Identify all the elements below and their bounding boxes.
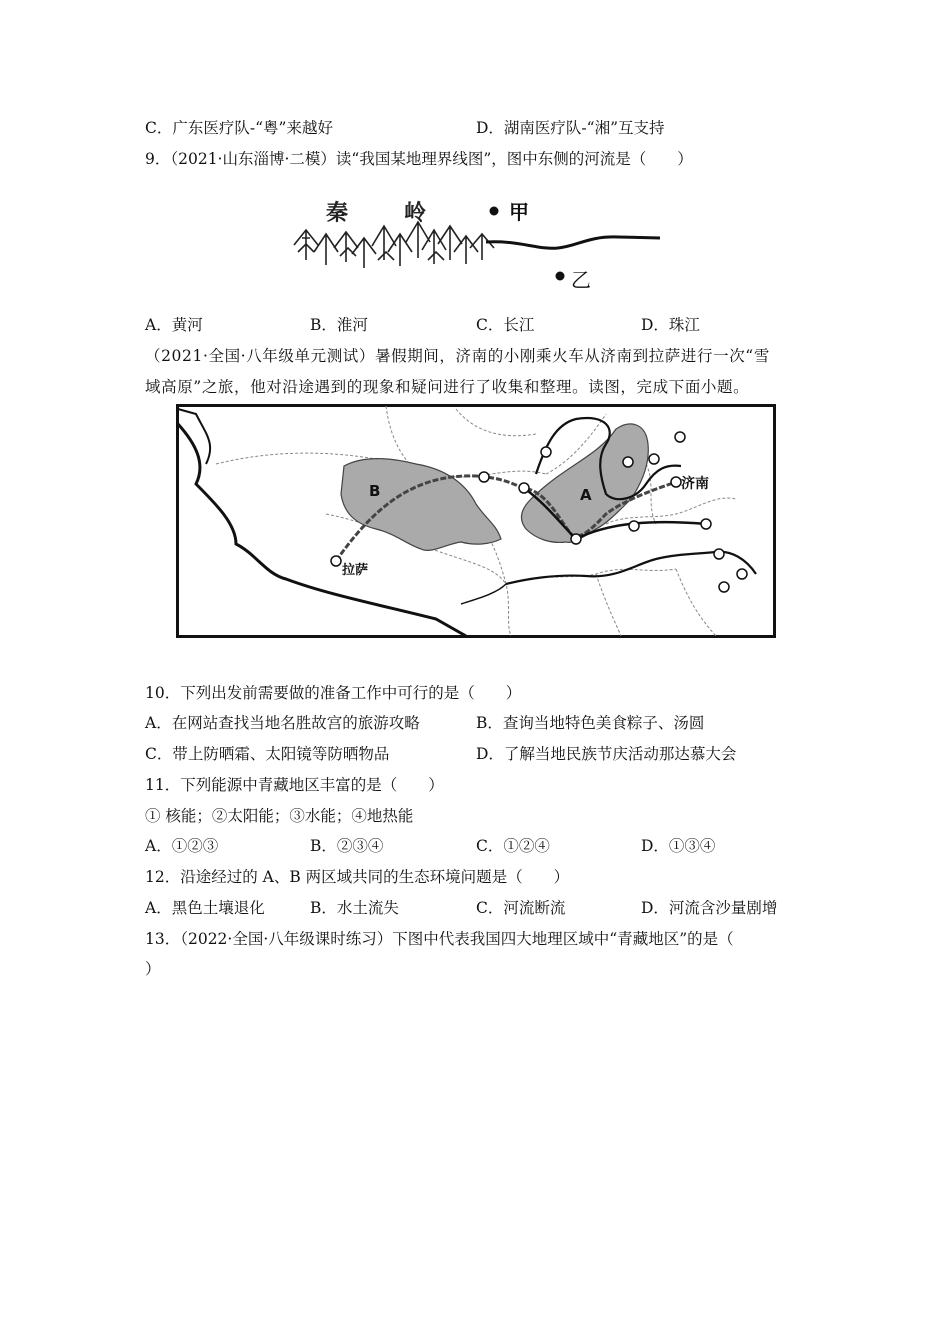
qinling-boundary-figure <box>288 190 668 295</box>
q9-option-b: B．淮河 <box>310 316 368 334</box>
region-a-label: A <box>580 486 592 504</box>
qinling-label-ling: 岭 <box>404 201 427 226</box>
q8-option-d: D．湖南医疗队-“湘”互支持 <box>476 119 665 137</box>
q9-stem: 9．（2021·山东淄博·二模）读“我国某地理界线图”，图中东侧的河流是（ ） <box>145 150 693 168</box>
q11-option-b: B．②③④ <box>310 837 384 855</box>
q11-option-a: A．①②③ <box>145 837 219 855</box>
group-intro-line-2: 域高原”之旅，他对沿途遇到的现象和疑问进行了收集和整理。读图，完成下面小题。 <box>145 378 750 396</box>
mountain-range-icon <box>294 222 494 268</box>
q12-option-d: D．河流含沙量剧增 <box>641 899 778 917</box>
q12-stem: 12．沿途经过的 A、B 两区域共同的生态环境问题是（ ） <box>145 868 570 886</box>
q11-option-d: D．①③④ <box>641 837 716 855</box>
q8-option-c: C．广东医疗队-“粤”来越好 <box>145 119 333 137</box>
q11-statements: ① 核能；②太阳能；③水能；④地热能 <box>145 807 414 825</box>
point-jia-marker <box>490 207 499 216</box>
q10-option-b: B．查询当地特色美食粽子、汤圆 <box>476 714 705 732</box>
boundary-river-line <box>486 237 660 248</box>
point-jia-label: 甲 <box>509 200 529 224</box>
q10-option-c: C．带上防晒霜、太阳镜等防晒物品 <box>145 745 390 763</box>
q9-option-d: D．珠江 <box>641 316 700 334</box>
q12-option-b: B．水土流失 <box>310 899 399 917</box>
q10-stem: 10．下列出发前需要做的准备工作中可行的是（ ） <box>145 684 522 702</box>
city-lhasa-label: 拉萨 <box>342 563 369 578</box>
q10-option-a: A．在网站查找当地名胜故宫的旅游攻略 <box>145 714 420 732</box>
group-intro-line-1: （2021·全国·八年级单元测试）暑假期间，济南的小刚乘火车从济南到拉萨进行一次“雪 <box>145 347 770 365</box>
q13-stem-line-2: ） <box>145 960 161 978</box>
region-b-label: B <box>369 482 381 500</box>
q9-option-a: A．黄河 <box>145 316 203 334</box>
point-yi-marker <box>556 272 565 281</box>
q11-option-c: C．①②④ <box>476 837 550 855</box>
q13-stem-line-1: 13．（2022·全国·八年级课时练习）下图中代表我国四大地理区域中“青藏地区”的是（ <box>145 930 734 948</box>
point-yi-label: 乙 <box>571 268 591 292</box>
q11-stem: 11．下列能源中青藏地区丰富的是（ ） <box>145 776 444 794</box>
jinan-lhasa-railway-map <box>176 404 776 638</box>
qinling-label-qin: 秦 <box>326 201 349 226</box>
city-jinan-label: 济南 <box>681 476 709 492</box>
q9-option-c: C．长江 <box>476 316 535 334</box>
q12-option-c: C．河流断流 <box>476 899 566 917</box>
q10-option-d: D．了解当地民族节庆活动那达慕大会 <box>476 745 737 763</box>
q12-option-a: A．黑色土壤退化 <box>145 899 265 917</box>
